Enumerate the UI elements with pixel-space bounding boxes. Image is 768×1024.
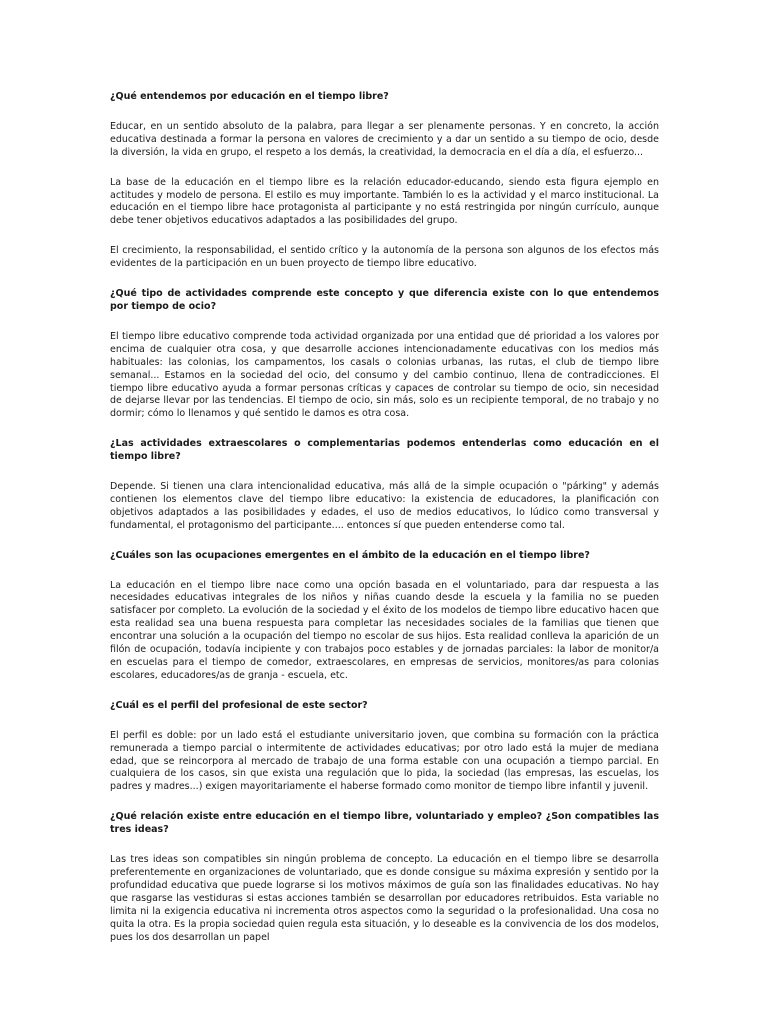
answer-paragraph: El perfil es doble: por un lado está el estudiante universitario joven, que combina su formación con la práctica remunerada a tiempo parcial o intermitente de actividades educativas; por otro lado está la mujer de mediana edad, que se reincorpora al mercado de trabajo de una forma estable con una ocupación a tiempo parcial. En cualquiera de los casos, sin que exista una regulación que lo pida, la sociedad (las empresas, las escuelas, los padres y madres...) exigen mayoritariamente el haberse formado como monitor de tiempo libre infantil y juvenil. <box>110 729 659 793</box>
question-heading: ¿Qué tipo de actividades comprende este concepto y que diferencia existe con lo que entendemos por tiempo de ocio? <box>110 288 659 312</box>
question-heading: ¿Qué relación existe entre educación en el tiempo libre, voluntariado y empleo? ¿Son compatibles las tres ideas? <box>110 811 659 836</box>
answer-paragraph: Educar, en un sentido absoluto de la palabra, para llegar a ser plenamente personas. Y en concreto, la acción educativa destinada a formar la persona en valores de crecimiento y a dar un sentido a su tiempo de ocio, desde la diversión, la vida en grupo, el respeto a los demás, la creatividad, la democracia en el día a día, el esfuerzo... <box>110 120 659 158</box>
answer-paragraph: El crecimiento, la responsabilidad, el sentido crítico y la autonomía de la persona son algunos de los efectos más evidentes de la participación en un buen proyecto de tiempo libre educativo. <box>110 245 659 270</box>
question-heading: ¿Qué entendemos por educación en el tiempo libre? <box>110 91 389 102</box>
answer-paragraph: Las tres ideas son compatibles sin ningún problema de concepto. La educación en el tiempo libre se desarrolla preferentemente en organizaciones de voluntariado, que es donde consigue su máxima expresión y sentido por la profundidad educativa que puede lograrse si los motivos máximos de guía son las finalidades educativas. No hay que rasgarse las vestiduras si estas acciones también se desarrollan por educadores retribuidos. Esta variable no limita ni la exigencia educativa ni incrementa otros aspectos como la seguridad o la profesionalidad. Una cosa no quita la otra. Es la propia sociedad quien regula esta situación, y lo deseable es la convivencia de los dos modelos, pues los dos desarrollan un papel <box>110 854 659 943</box>
answer-paragraph: El tiempo libre educativo comprende toda actividad organizada por una entidad que dé prioridad a los valores por encima de cualquier otra cosa, y que desarrolle acciones intencionadamente educativas con los medios más habituales: las colonias, los campamentos, los casals o colonias urbanas, las rutas, el club de tiempo libre semanal... Estamos en la sociedad del ocio, del consumo y del cambio continuo, llena de contradicciones. El tiempo libre educativo ayuda a formar personas críticas y capaces de controlar su tiempo de ocio, sin necesidad de dejarse llevar por las tendencias. El tiempo de ocio, sin más, solo es un recipiente temporal, de no trabajo y no dormir; cómo lo llenamos y qué sentido le damos es otra cosa. <box>110 330 659 420</box>
document-page <box>110 91 659 961</box>
question-heading: ¿Las actividades extraescolares o complementarias podemos entenderlas como educación en el tiempo libre? <box>110 438 659 463</box>
question-heading: ¿Cuál es el perfil del profesional de este sector? <box>110 699 368 711</box>
answer-paragraph: La base de la educación en el tiempo libre es la relación educador-educando, siendo esta figura ejemplo en actitudes y modelo de persona. El estilo es muy importante. También lo es la actividad y el marco institucional. La educación en el tiempo libre hace protagonista al participante y no está restringida por ningún currículo, aunque debe tener objetivos educativos adaptados a las posibilidades del grupo. <box>110 176 659 227</box>
answer-paragraph: Depende. Si tienen una clara intencionalidad educativa, más allá de la simple ocupación o "párking" y además contienen los elementos clave del tiempo libre educativo: la existencia de educadores, la planificación con objetivos adaptados a las posibilidades y edades, el uso de medios educativos, lo lúdico como transversal y fundamental, el protagonismo del participante.... entonces sí que pueden entenderse como tal. <box>110 481 659 531</box>
question-heading: ¿Cuáles son las ocupaciones emergentes en el ámbito de la educación en el tiempo libre? <box>110 549 590 561</box>
answer-paragraph: La educación en el tiempo libre nace como una opción basada en el voluntariado, para dar respuesta a las necesidades educativas integrales de los niños y niñas cuando desde la escuela y la familia no se pueden satisfacer por completo. La evolución de la sociedad y el éxito de los modelos de tiempo libre educativo hacen que esta realidad sea una buena respuesta para completar las necesidades sociales de la familias que tienen que encontrar una solución a la ocupación del tiempo no escolar de sus hijos. Esta realidad conlleva la aparición de un filón de ocupación, todavía incipiente y con trabajos poco estables y de jornadas parciales: la labor de monitor/a en escuelas para el tiempo de comedor, extraescolares, en empresas de servicios, monitores/as para colonias escolares, educadores/as de granja - escuela, etc. <box>110 579 659 681</box>
